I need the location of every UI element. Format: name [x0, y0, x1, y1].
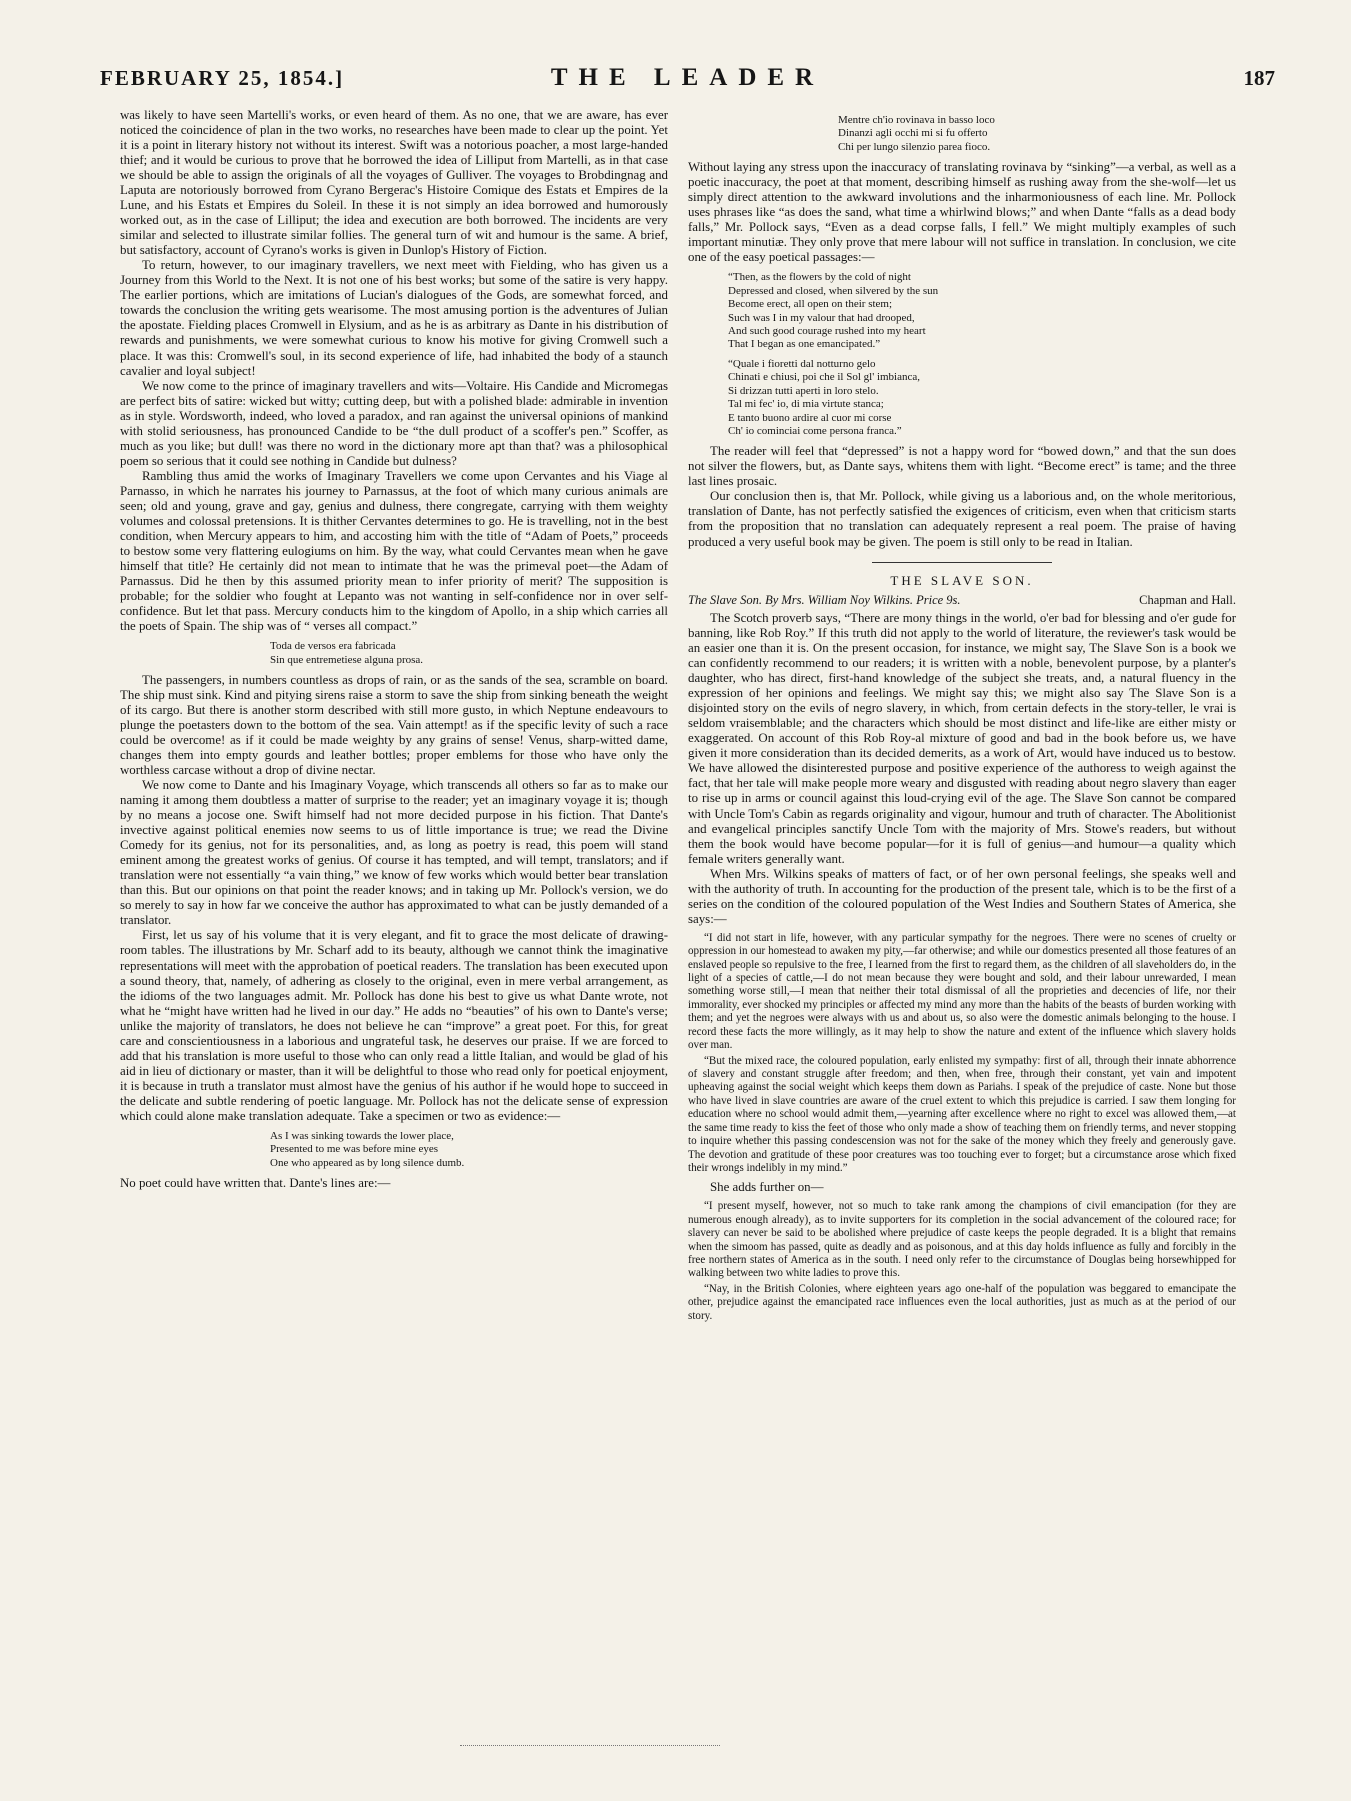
article-paragraph: was likely to have seen Martelli's works, or even heard of them. As no one, that we are aware, has ever noticed the coincidence of plan in the two works, no researches have been made to clear up the point. Yet it is a point in literary history not without its interest. Swift was a notorious poacher, a most large-handed thief; and it would be curious to prove that he borrowed the idea of Lilliput from Martelli, as in that case we should be able to assign the originals of all the voyages of Gulliver. The voyages to Brobdingnag and Laputa are notoriously borrowed from Cyrano Bergerac's Histoire Comique des Estats et Empires de la Lune, and his Estats et Empires du Soleil. In these it is not simply an idea borrowed and humorously worked out, as in the case of Lilliput; the idea and execution are both borrowed. The incidents are very similar and selected to illustrate similar follies. The general turn of wit and humour is the same. A brief, but satisfactory, account of Cyrano's works is given in Dunlop's History of Fiction. [120, 108, 668, 258]
article-paragraph: We now come to the prince of imaginary travellers and wits—Voltaire. His Candide and Micromegas are perfect bits of satire: wicked but witty; cutting deep, but with a polished blade: admirable in invention as in style. Wordsworth, indeed, who loved a paradox, and ran against the universal opinions of mankind with stolid seriousness, has pronounced Candide to be “the dull product of a scoffer's pen.” Scoffer, as much as you like; but dull! was there no word in the dictionary more apt than that? was a philosophical poem so serious that it could see nothing in Candide but dulness? [120, 378, 668, 468]
block-quote [688, 932, 1236, 1176]
bottom-rule [460, 1745, 720, 1746]
verse-line: Tal mi fec' io, di mia virtute stanca; [728, 398, 884, 411]
article-paragraph: Without laying any stress upon the inaccuracy of translating rovinava by “sinking”—a verbal, as well as a poetic inaccuracy, the poet at that moment, describing himself as rushing away from the she-wolf—let us simply direct attention to the awkward involutions and the inharmoniousness of each line. Mr. Pollock uses phrases like “as does the sand, what time a whirlwind blows;” and when Dante “falls as a dead body falls,” Mr. Pollock says, “Even as a dead corpse falls, I fell.” We might multiply examples of such important minutiæ. They only prove that mere labour will not suffice in translation. In conclusion, we cite one of the easy poetical passages:— [688, 160, 1236, 265]
verse-line: As I was sinking towards the lower place, [270, 1129, 454, 1142]
verse-quote [270, 1130, 668, 1170]
verse-line: E tanto buono ardire al cuor mi corse [728, 411, 892, 424]
verse-line: Si drizzan tutti aperti in loro stelo. [728, 384, 879, 397]
article-paragraph: She adds further on— [710, 1180, 824, 1195]
article-paragraph: Our conclusion then is, that Mr. Pollock, while giving us a laborious and, on the whole meritorious, translation of Dante, has not perfectly satisfied the exigences of criticism, even when that criticism starts from the proposition that no translation can adequately represent a real poem. The praise of having produced a very useful book may be given. The poem is still only to be read in Italian. [688, 489, 1236, 549]
verse-quote [728, 271, 1236, 351]
issue-date: FEBRUARY 25, 1854.] [100, 66, 345, 90]
review-book-info [688, 593, 1236, 608]
publisher: Chapman and Hall. [1139, 592, 1236, 607]
verse-line: Sin que entremetiese alguna prosa. [270, 653, 424, 666]
verse-line: Presented to me was before mine eyes [270, 1143, 438, 1156]
quote-paragraph: “Nay, in the British Colonies, where eighteen years ago one-half of the population was beggared to emancipate the other, prejudice against the emancipated race influences even the local authorities, just as much as at the period of our story. [688, 1282, 1236, 1322]
verse-line: And such good courage rushed into my heart [728, 325, 926, 338]
page-number: 187 [1243, 66, 1275, 90]
verse-line: Chinati e chiusi, poi che il Sol gl' imbianca, [728, 371, 921, 384]
verse-line: Toda de versos era fabricada [270, 640, 396, 653]
quote-paragraph: “I present myself, however, not so much to take rank among the champions of civil emancipation (for they are numerous enough already), as to invite supporters for its completion in the social advancement of the coloured race; for slavery can never be said to be abolished where prejudice of caste keeps the people degraded. It is a blight that remains when the simoom has passed, quite as deadly and as poisonous, and at this day holds influence as fully and forcibly in the free northern states of America as in the south. I need only refer to the circumstance of Douglas being horsewhipped for walking between two white ladies to prove this. [688, 1200, 1236, 1280]
article-paragraph: The Scotch proverb says, “There are mony things in the world, o'er bad for blessing and o'er gude for banning, like Rob Roy.” If this truth did not apply to the world of literature, the reviewer's task would be an easier one than it is. On the present occasion, for instance, we might say, The Slave Son is a book we can confidently recommend to our readers; it is written with a noble, benevolent purpose, by a planter's daughter, who has direct, first-hand knowledge of the subject she treats, and, a natural fluency in the expression of her opinions and feelings. We might say this; we might also say The Slave Son is a disjointed story on the evils of negro slavery, in which, from certain defects in the story-teller, le vrai is seldom vraisemblable; and the characters which should be most distinct and life-like are either misty or exaggerated. On account of this Rob Roy-al mixture of good and bad in the book before us, we have given it more consideration than its decided demerits, as a work of Art, would have induced us to bestow. We have allowed the disinterested purpose and positive experience of the authoress to weigh against the fact, that her tale will make people more weary and disgusted with reading about negro slavery than eager to rise up in arms or council against this loud-crying evil of the age. The Slave Son cannot be compared with Uncle Tom's Cabin as regards originality and vigour, humour and truth of character. The Abolitionist and evangelical principles sanctify Uncle Tom with the majority of Mrs. Stowe's readers, but without them the book would have become popular—for it is full of genius—and humour—a quality which female writers generally want. [688, 611, 1236, 866]
article-paragraph: When Mrs. Wilkins speaks of matters of fact, or of her own personal feelings, she speaks well and with the authority of truth. In accounting for the production of the present tale, which is to be the first of a series on the condition of the coloured population of the West Indies and Southern States of America, she says:— [688, 866, 1236, 926]
quote-paragraph: “I did not start in life, however, with any particular sympathy for the negroes. There were no scenes of cruelty or oppression in our homestead to awaken my pity,—far otherwise; and while our domestics presented all those features of an enslaved people so repulsive to the free, I learned from the first to regard them, as the children of all slaveholders do, in the light of a species of cattle,—I do not mean because they were bought and sold, and their labour unrewarded, I mean something worse still,—I mean that neither their total dismissal of all the proprieties and decencies of life, nor their immorality, ever shocked my principles or affected my mind any more than the habits of the beasts of burden working with them; and yet the negroes were always with us and about us, so also were the domestic animals belonging to the house. I record these facts the more willingly, as it may help to show the nature and extent of the influence which slavery holds over man. [688, 931, 1236, 1052]
verse-line: Chi per lungo silenzio parea fioco. [838, 140, 991, 153]
article-paragraph: We now come to Dante and his Imaginary Voyage, which transcends all others so far as to make our naming it among them doubtless a matter of surprise to the reader; yet an imaginary voyage it is; though by no means a jocose one. Swift himself had not more decided purpose in his fiction. That Dante's invective against political enemies now seems to us of little importance is true; we read the Divine Comedy for its genius, not for its personalities, and, as long as poetry is read, this poem will stand eminent among the greatest works of genius. Of course it has tempted, and will tempt, translators; and if translation were not essentially “a vain thing,” we know of few works which would better bear translation than this. But our opinions on that point the reader knows; and in taking up Mr. Pollock's version, we do so merely to say in how far we conceive the author has approximated to what can be justly demanded of a translator. [120, 778, 668, 928]
article-paragraph: Rambling thus amid the works of Imaginary Travellers we come upon Cervantes and his Viage al Parnasso, in which he narrates his journey to Parnassus, at the foot of which many curious animals are seen; old and young, grave and gay, genius and dulness, there congregate, carrying with them weighty volumes and colossal pretensions. It is thither Cervantes determines to go. He is travelling, not in the best condition, when Mercury appears to him, and accosting him with the title of “Adam of Poets,” proceeds to bestow some very flattering eulogiums on him. By the way, what could Cervantes mean when he gave himself that title? He certainly did not mean to intimate that he was the primeval poet—the Adam of Parnassus. Did he then by this assumed priority mean to infer priority of merit? The supposition is probable; for the soldier who fought at Lepanto was not wanting in self-confidence nor in over self-confidence. But let that pass. Mercury conducts him to the kingdom of Apollo, in a ship which carries all the poets of Spain. The ship was of “ verses all compact.” [120, 468, 668, 634]
article-paragraph: First, let us say of his volume that it is very elegant, and fit to grace the most delicate of drawing-room tables. The illustrations by Mr. Scharf add to its beauty, although we cannot think the imaginative representations will meet with the approbation of poetical readers. The translation has been executed upon a sound theory, that, namely, of adhering as closely to the original, even in mere verbal arrangement, as the idioms of the two languages admit. Mr. Pollock has done his best to give us what Dante wrote, not what he “might have written had he lived in our day.” He adds no “beauties” of his own to Dante's verse; unlike the majority of translators, he does not believe he can “improve” a great poet. For this, for great care and conscientiousness in a laborious and ungrateful task, he deserves our praise. If we are forced to add that his translation is more useful to those who can only read a little Italian, and would be glad of his aid in lieu of dictionary or master, than it will be delightful to those who read only for poetical enjoyment, it is because in truth a translator must almost have the genius of his author if he would hope to succeed in the delicate and subtle rendering of poetic language. Mr. Pollock has not the delicate sense of expression which could alone make translation adequate. Take a specimen or two as evidence:— [120, 928, 668, 1123]
article-paragraph: The reader will feel that “depressed” is not a happy word for “bowed down,” and that the sun does not silver the flowers, but, as Dante says, whitens them with light. “Become erect” is tame; and the three last lines prosaic. [688, 444, 1236, 489]
verse-quote [270, 640, 668, 667]
quote-paragraph: “But the mixed race, the coloured population, early enlisted my sympathy: first of all, through their innate abhorrence of slavery and constant struggle after freedom; and then, when free, through their constant, yet vain and impotent upheaving against the social weight which keeps them down as Pariahs. I speak of the prejudice of caste. None but those who have lived in slave countries are aware of the cruel extent to which this prejudice is carried. I saw them longing for education where no school would admit them,—yearning after excellence where no right to excel was allowed them,—at the same time ready to kiss the feet of those who only made a show of teaching them on friendly terms, and never stopping to inquire whether this passing condescension was not for the sake of the money which they freely and generously gave. The devotion and gratitude of these poor creatures was too touching ever to forget; but a circumstance arose which fixed their wrongs indelibly in my mind.” [688, 1054, 1236, 1174]
verse-line: Dinanzi agli occhi mi si fu offerto [838, 127, 988, 140]
verse-line: Such was I in my valour that had drooped, [728, 311, 915, 324]
verse-line: Ch' io cominciai come persona franca.” [728, 424, 902, 437]
right-column [688, 108, 1236, 1328]
verse-quote [728, 358, 1236, 438]
article-paragraph: To return, however, to our imaginary travellers, we next meet with Fielding, who has given us a Journey from this World to the Next. It is not one of his best works; but some of the satire is very happy. The earlier portions, which are imitations of Lucian's dialogues of the Gods, are somewhat forced, and towards the conclusion the writing gets wearisome. The most amusing portion is the adventures of Julian the apostate. Fielding places Cromwell in Elysium, and as he is as arbitrary as Dante in his distribution of rewards and punishments, we were somewhat curious to know his motive for giving Cromwell such a place. It was this: Cromwell's soul, in its second experience of life, had inhabited the body of a staunch cavalier and loyal subject! [120, 258, 668, 378]
verse-line: That I began as one emancipated.” [728, 338, 881, 351]
article-paragraph: No poet could have written that. Dante's lines are:— [120, 1176, 391, 1191]
section-divider [872, 562, 1052, 563]
verse-line: Depressed and closed, when silvered by the sun [728, 284, 939, 297]
verse-line: “Then, as the flowers by the cold of night [728, 271, 911, 284]
article-paragraph: The passengers, in numbers countless as drops of rain, or as the sands of the sea, scramble on board. The ship must sink. Kind and pitying sirens raise a storm to save the ship from sinking beneath the weight of its cargo. But there is another storm described with still more gusto, in which Neptune endeavours to plunge the poetasters down to the bottom of the sea. Vain attempt! as if the specific levity of such a race could be overcome! as if it could be made weighty by any grains of sense! Venus, sharp-witted dame, changes them into empty gourds and leather bottles; proper emblems for those who have only the worthless carcase without a drop of divine nectar. [120, 672, 668, 778]
review-title: THE SLAVE SON. [890, 572, 1034, 588]
newspaper-title: THE LEADER [550, 64, 825, 91]
verse-line: Become erect, all open on their stem; [728, 298, 893, 311]
left-column [120, 108, 668, 1191]
verse-quote [838, 114, 1236, 154]
verse-line: Mentre ch'io rovinava in basso loco [838, 114, 995, 126]
book-citation: The Slave Son. By Mrs. William Noy Wilkins. Price 9s. [688, 592, 961, 607]
verse-line: One who appeared as by long silence dumb. [270, 1156, 465, 1169]
verse-line: “Quale i fioretti dal notturno gelo [728, 357, 876, 370]
masthead [100, 62, 1275, 102]
block-quote [688, 1200, 1236, 1323]
